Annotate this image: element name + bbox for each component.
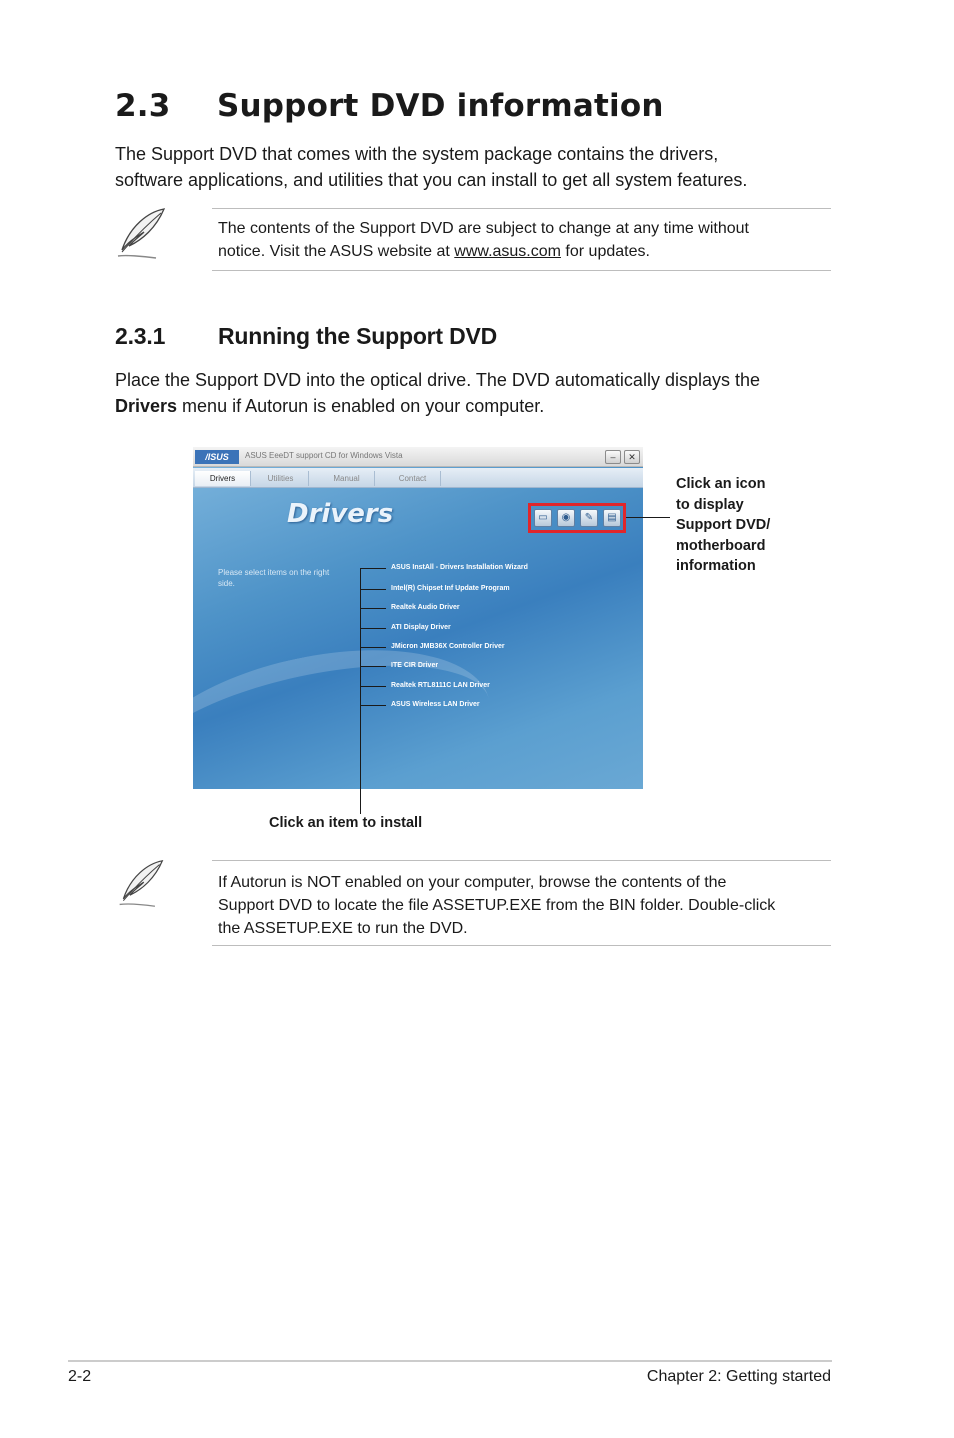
chapter-label: Chapter 2: Getting started	[646, 1368, 831, 1385]
tab-utilities[interactable]: Utilities	[253, 471, 309, 486]
intro-paragraph	[115, 141, 747, 193]
select-hint: Please select items on the right side.	[218, 568, 330, 588]
tab-drivers[interactable]: Drivers	[195, 471, 251, 486]
drivers-heading: Drivers	[287, 499, 394, 529]
close-button[interactable]: ✕	[624, 450, 640, 464]
item-callout: Click an item to install	[269, 815, 423, 831]
asus-logo: /ISUS	[195, 450, 239, 464]
driver-item-ite-cir[interactable]: ITE CIR Driver	[391, 662, 439, 669]
section-number: 2.3	[115, 88, 171, 124]
intro-line: software applications, and utilities that you can install to get all system features.	[115, 170, 748, 190]
driver-item-ati-display[interactable]: ATI Display Driver	[391, 624, 451, 631]
item-tick	[360, 589, 386, 590]
driver-item-intel-chipset[interactable]: Intel(R) Chipset Inf Update Program	[391, 585, 510, 592]
tools-icon[interactable]: ✎	[580, 509, 598, 527]
item-tick	[360, 686, 386, 687]
tab-contact[interactable]: Contact	[385, 471, 441, 486]
intro-line: The Support DVD that comes with the system package contains the drivers,	[115, 144, 719, 164]
note-line: the ASSETUP.EXE to run the DVD.	[218, 920, 468, 937]
instructions-line: Drivers menu if Autorun is enabled on your computer.	[115, 396, 545, 416]
driver-item-asus-wireless[interactable]: ASUS Wireless LAN Driver	[391, 701, 480, 708]
section-heading	[115, 88, 664, 124]
driver-item-realtek-audio[interactable]: Realtek Audio Driver	[391, 604, 460, 611]
note-box	[212, 208, 831, 271]
support-dvd-screenshot	[193, 447, 643, 789]
icon-callout: Click an icon to display Support DVD/ motherboard information	[676, 476, 771, 574]
icon-callout-line	[626, 517, 670, 518]
item-tick	[360, 666, 386, 667]
monitor-icon[interactable]: ▭	[534, 509, 552, 527]
driver-item-jmicron[interactable]: JMicron JMB36X Controller Driver	[391, 643, 505, 650]
subsection-heading	[115, 323, 497, 350]
disc-icon[interactable]: ◉	[557, 509, 575, 527]
tab-bar	[193, 468, 643, 488]
note-line: The contents of the Support DVD are subject to change at any time without	[218, 220, 749, 237]
instructions-line: Place the Support DVD into the optical drive. The DVD automatically displays the	[115, 370, 760, 390]
minimize-button[interactable]: –	[605, 450, 621, 464]
item-tick	[360, 647, 386, 648]
item-tick	[360, 568, 386, 569]
subsection-number: 2.3.1	[115, 323, 166, 349]
driver-item-realtek-lan[interactable]: Realtek RTL8111C LAN Driver	[391, 682, 490, 689]
item-tick	[360, 628, 386, 629]
window-title: ASUS EeeDT support CD for Windows Vista	[245, 451, 403, 460]
window-titlebar	[193, 447, 643, 467]
page-number: 2-2	[68, 1368, 92, 1385]
instructions-paragraph	[115, 367, 760, 419]
note-quill-icon	[112, 206, 170, 262]
section-title: Support DVD information	[217, 88, 664, 124]
item-callout-line	[360, 568, 361, 789]
note-line: If Autorun is NOT enabled on your computer, browse the contents of the	[218, 874, 727, 891]
note-box	[212, 860, 831, 946]
note-line: Support DVD to locate the file ASSETUP.EXE from the BIN folder. Double-click	[218, 897, 776, 914]
tab-manual[interactable]: Manual	[319, 471, 375, 486]
note-quill-icon	[112, 858, 170, 910]
asus-website-link[interactable]: www.asus.com	[454, 243, 561, 260]
subsection-title: Running the Support DVD	[218, 323, 498, 349]
driver-item-asus-install[interactable]: ASUS InstAll - Drivers Installation Wizard	[391, 564, 528, 571]
footer-rule	[68, 1360, 832, 1362]
item-callout-line	[360, 789, 361, 814]
item-tick	[360, 608, 386, 609]
icon-highlight-box	[528, 503, 626, 533]
document-icon[interactable]: ▤	[603, 509, 621, 527]
note-line: notice. Visit the ASUS website at www.asus.com for updates.	[218, 243, 650, 260]
item-tick	[360, 705, 386, 706]
